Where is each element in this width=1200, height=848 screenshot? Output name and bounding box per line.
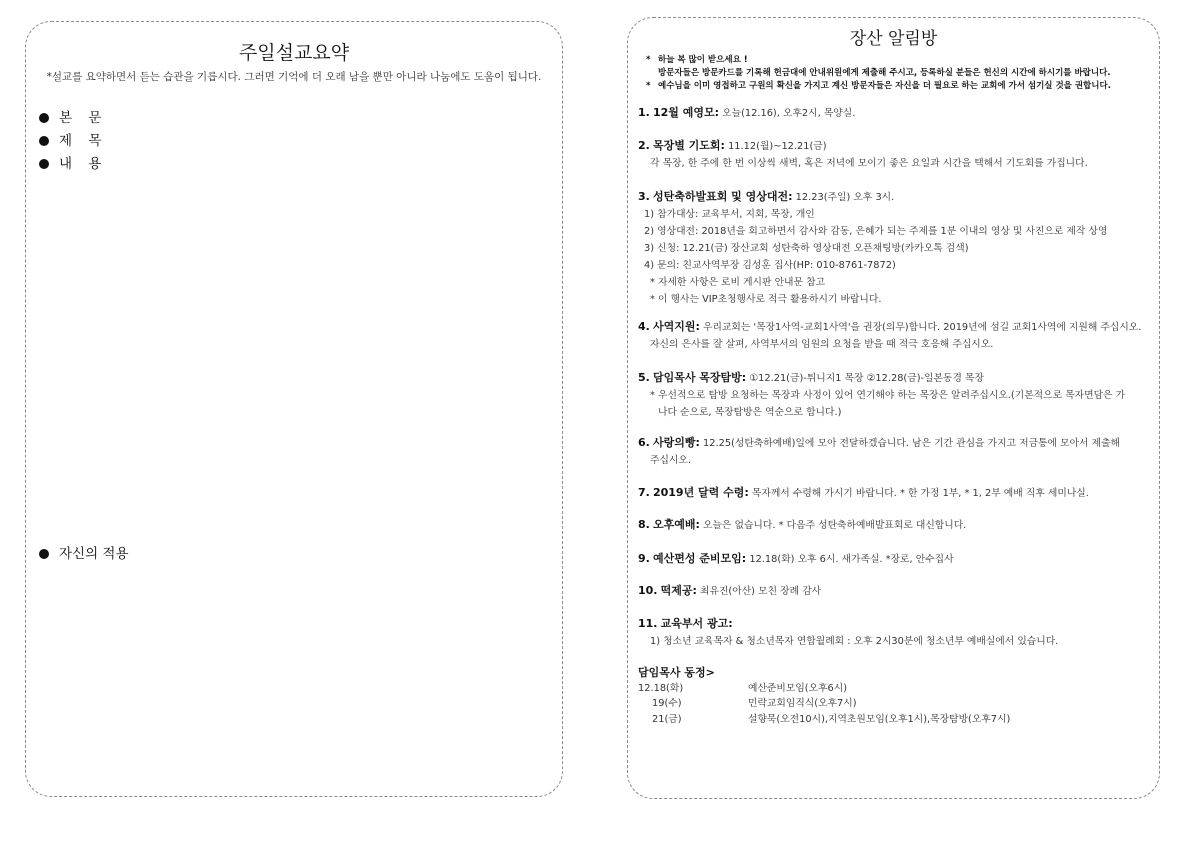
pastor-schedule-heading: 담임목사 동정> — [638, 666, 715, 679]
bullet-scripture: 본 문 — [39, 106, 107, 126]
asterisk-icon: * — [646, 55, 651, 65]
announcement-item: 7. 2019년 달력 수령: 목자께서 수령해 가시기 바랍니다. * 한 가정 1부, * 1, 2부 예배 직후 세미나실. — [638, 486, 1089, 499]
announcements-panel — [627, 17, 1160, 799]
bullet-dot-icon — [39, 113, 49, 123]
announcement-item: 4. 사역지원: 우리교회는 '목장1사역-교회1사역'을 권장(의무)합니다. 2019년에 섬길 교회1사역에 지원해 주십시오. 자신의 은사를 잘 살펴, 사역부서의 임원의 요청을 받을 때 적극 호응해 주십시오. — [638, 320, 1142, 350]
announcement-item: 10. 떡제공: 최유진(아산) 모친 장례 감사 — [638, 584, 822, 597]
schedule-row: 21(금) 설향묵(오전10시),지역초원모임(오후1시),목장탐방(오후7시) — [652, 713, 1011, 725]
schedule-row: 19(수) 민락교회임직식(오후7시) — [652, 698, 857, 709]
bullet-content: 내 용 — [39, 152, 107, 172]
asterisk-icon: * — [646, 81, 651, 91]
schedule-row: 12.18(화) 예산준비모임(오후6시) — [638, 682, 848, 694]
greeting-block: * 하늘 복 많이 받으세요 ! 방문자들은 방문카드를 기록해 헌금대에 안내위원에게 제출해 주시고, 등록하실 분들은 헌신의 시간에 하시기를 바랍니다. * 예수님을 이미 영접하고 구원의 확신을 가지고 계신 방문자들은 자신을 더 필요로 하는 교회에 가서 섬기실 것을 권합니다. — [646, 55, 1111, 91]
bullet-dot-icon — [39, 136, 49, 146]
announcement-item: 9. 예산편성 준비모임: 12.18(화) 오후 6시. 새가족실. *장로, 안수집사 — [638, 552, 954, 565]
pastor-schedule — [638, 665, 1010, 727]
bullet-dot-icon — [39, 159, 49, 169]
announcements-title: 장산 알림방 — [849, 29, 938, 49]
sermon-summary-subtitle: *설교를 요약하면서 듣는 습관을 기릅시다. 그러면 기억에 더 오래 남을 뿐만 아니라 나눔에도 도움이 됩니다. — [46, 71, 542, 83]
bullet-dot-icon — [39, 549, 49, 559]
sermon-summary-title: 주일설교요약 — [238, 42, 350, 64]
announcement-item: 2. 목장별 기도회: 11.12(월)~12.21(금) 각 목장, 한 주에 한 번 이상씩 새벽, 혹은 저녁에 모이기 좋은 요일과 시간을 택해서 기도회를 가집니다. — [638, 139, 1088, 169]
announcement-item: 6. 사랑의빵: 12.25(성탄축하예배)일에 모아 전달하겠습니다. 남은 기간 관심을 가지고 저금통에 모아서 제출해 주십시오. — [638, 436, 1120, 466]
announcement-item: 8. 오후예배: 오늘은 없습니다. * 다음주 성탄축하예배발표회로 대신합니다. — [638, 518, 967, 531]
bullet-application: 자신의 적용 — [39, 542, 129, 562]
bullet-title: 제 목 — [39, 129, 107, 149]
sermon-summary-panel — [25, 21, 563, 797]
announcement-item: 11. 교육부서 광고: 1) 청소년 교육목자 & 청소년목자 연합월례회 : 오후 2시30분에 청소년부 예배실에서 있습니다. — [638, 617, 1059, 647]
announcement-item: 3. 성탄축하발표회 및 영상대전: 12.23(주일) 오후 3시. 1) 참가대상: 교육부서, 지회, 목장, 개인 2) 영상대전: 2018년을 회고하면서 감사와 감동, 은혜가 되는 주제를 1분 이내의 영상 및 사진으로 제작 상영 3) 신청: 12.21(금) 장산교회 성탄축하 영상대전 오픈채팅방(카카오톡 검색) 4) 문의: 친교사역부장 김성훈 집사(HP: 010-8761-7872) * 자세한 사항은 로비 게시판 안내문 참고 * 이 행사는 VIP초청행사로 적극 활용하시기 바랍니다. — [638, 190, 1108, 305]
announcement-item: 1. 12월 예영모: 오늘(12.16), 오후2시, 목양실. — [638, 106, 856, 119]
announcement-item: 5. 담임목사 목장탐방: ①12.21(금)-튀니지1 목장 ②12.28(금)-일본동경 목장 * 우선적으로 탐방 요청하는 목장과 사정이 있어 연기해야 하는 목장은 알려주십시오.(기본적으로 목자면담은 가 나다 순으로, 목장탐방은 역순으로 합니다.) — [638, 371, 1126, 418]
